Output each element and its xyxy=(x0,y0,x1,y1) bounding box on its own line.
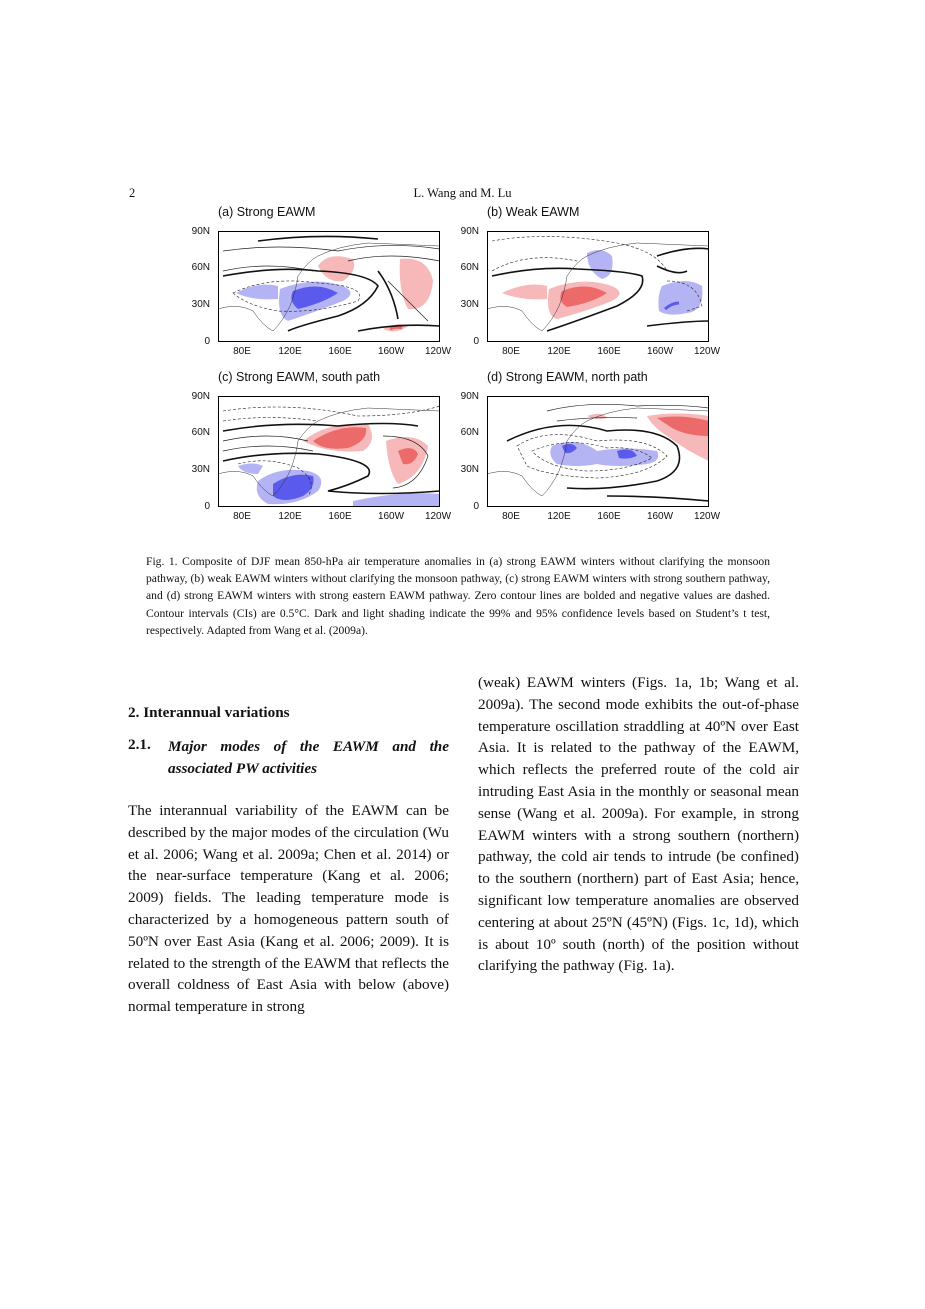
body-left-column xyxy=(128,800,449,1018)
y-tick: 0 xyxy=(473,336,479,347)
page-number: 2 xyxy=(129,186,136,200)
x-tick: 160E xyxy=(597,511,621,522)
y-tick: 90N xyxy=(460,226,479,237)
x-tick: 80E xyxy=(502,511,520,522)
body-right-column xyxy=(478,672,799,977)
x-tick: 160W xyxy=(377,346,405,357)
map-plot xyxy=(218,396,440,507)
x-tick: 120W xyxy=(693,511,721,522)
y-tick: 60N xyxy=(191,427,210,438)
y-tick: 30N xyxy=(460,299,479,310)
subsection-title xyxy=(168,736,449,780)
y-tick: 90N xyxy=(191,226,210,237)
panel-c xyxy=(180,370,452,530)
y-tick: 30N xyxy=(460,464,479,475)
x-tick: 120W xyxy=(693,346,721,357)
panel-title: (b) Weak EAWM xyxy=(487,205,580,219)
map-plot xyxy=(487,231,709,342)
paragraph: (weak) EAWM winters (Figs. 1a, 1b; Wang et al. 2009a). The second mode exhibits the out-of-phase temperature oscillation straddling at 40ºN over East Asia. It is related to the pathway of the EAWM, which reflects the preferred route of the cold air intruding East Asia in the monthly or seasonal mean sense (Wang et al. 2009a). For example, in strong EAWM winters with a strong southern (northern) pathway, the cold air tends to intrude (be confined) to the southern (northern) part of East Asia; hence, significant low temperature anomalies are observed centering at about 25ºN (45ºN) (Figs. 1c, 1d), which is about 10º south (north) of the position without clarifying the pathway (Fig. 1a). xyxy=(478,674,799,975)
x-tick: 120W xyxy=(424,511,452,522)
x-tick: 120E xyxy=(278,346,302,357)
x-tick: 160E xyxy=(328,346,352,357)
map-plot xyxy=(218,231,440,342)
panel-title: (a) Strong EAWM xyxy=(218,205,316,219)
panel-title: (d) Strong EAWM, north path xyxy=(487,370,648,384)
y-tick: 0 xyxy=(204,501,210,512)
x-tick: 160E xyxy=(328,511,352,522)
panel-b xyxy=(449,205,721,365)
x-tick: 160E xyxy=(597,346,621,357)
x-tick: 120E xyxy=(547,346,571,357)
x-tick: 160W xyxy=(377,511,405,522)
y-tick: 0 xyxy=(473,501,479,512)
subsection-title-line2: associated PW activities xyxy=(168,760,318,777)
y-tick: 30N xyxy=(191,464,210,475)
figure-caption: Fig. 1. Composite of DJF mean 850-hPa air temperature anomalies in (a) strong EAWM winters without clarifying the monsoon pathway, (b) weak EAWM winters without clarifying the monsoon pathway, (c) strong EAWM winters with strong southern pathway, and (d) strong EAWM winters with strong eastern EAWM pathway. Zero contour lines are bolded and negative values are dashed. Contour intervals (CIs) are 0.5°C. Dark and light shading indicate the 99% and 95% confidence levels based on Student’s t test, respectively. Adapted from Wang et al. (2009a). xyxy=(146,555,770,637)
x-tick: 160W xyxy=(646,511,674,522)
x-tick: 160W xyxy=(646,346,674,357)
x-tick: 120E xyxy=(278,511,302,522)
x-tick: 80E xyxy=(502,346,520,357)
map-plot xyxy=(487,396,709,507)
panel-title: (c) Strong EAWM, south path xyxy=(218,370,381,384)
x-tick: 80E xyxy=(233,346,251,357)
subsection-number: 2.1. xyxy=(128,736,151,753)
x-tick: 120E xyxy=(547,511,571,522)
y-tick: 0 xyxy=(204,336,210,347)
y-tick: 30N xyxy=(191,299,210,310)
panel-a xyxy=(180,205,452,365)
subsection-title-line1: Major modes of the EAWM and the xyxy=(168,738,449,755)
section-heading: 2. Interannual variations xyxy=(128,704,290,721)
x-tick: 120W xyxy=(424,346,452,357)
running-head-authors: L. Wang and M. Lu xyxy=(413,186,512,200)
y-tick: 60N xyxy=(191,262,210,273)
y-tick: 60N xyxy=(460,262,479,273)
y-tick: 60N xyxy=(460,427,479,438)
y-tick: 90N xyxy=(460,391,479,402)
panel-d xyxy=(449,370,721,530)
paragraph: The interannual variability of the EAWM can be described by the major modes of the circulation (Wu et al. 2006; Wang et al. 2009a; Chen et al. 2014) or the near-surface temperature (Kang et al. 2006; 2009) fields. The leading temperature mode is characterized by a homogeneous pattern south of 50ºN over East Asia (Kang et al. 2006; 2009). It is related to the strength of the EAWM that reflects the overall coldness of East Asia with below (above) normal temperature in strong xyxy=(128,802,449,1016)
y-tick: 90N xyxy=(191,391,210,402)
x-tick: 80E xyxy=(233,511,251,522)
